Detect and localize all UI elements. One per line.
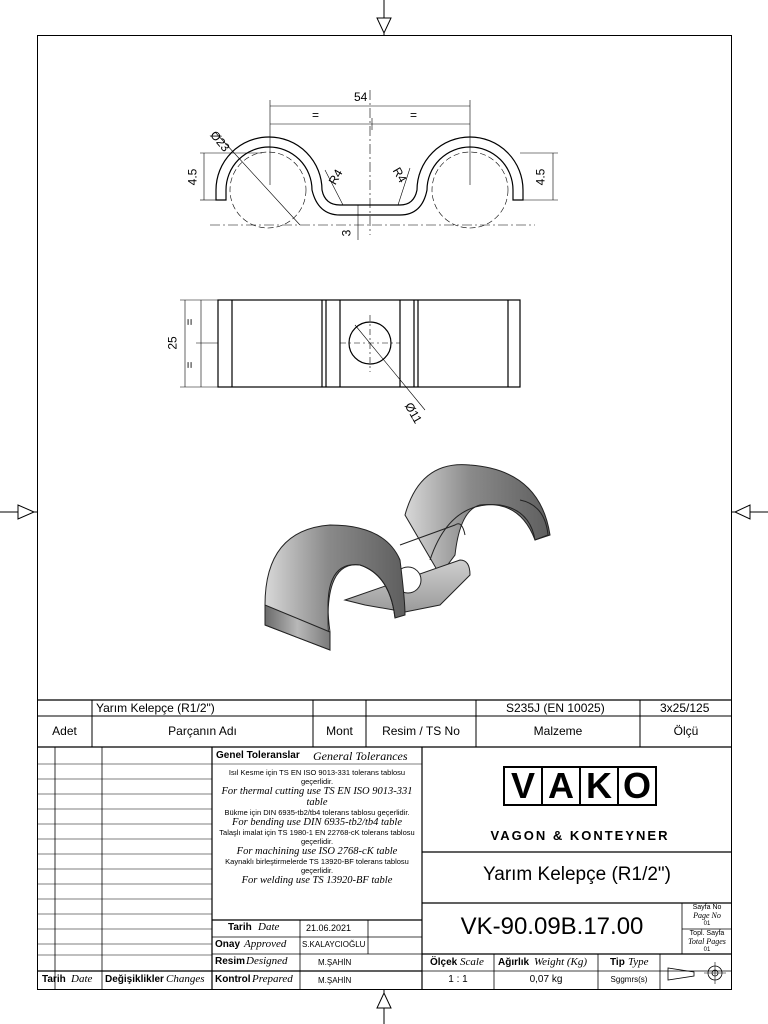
logo-letter: O (617, 768, 655, 804)
weight-label-en: Weight (Kg) (534, 956, 588, 968)
logo-letter: A (541, 768, 579, 804)
tolerance-line-tr: Kaynaklı birleştirmelerde TS 13920-BF tolerans tablosu geçerlidir. (225, 857, 409, 875)
type-label-tr: Tip (610, 957, 625, 968)
tolerance-line-tr: Talaşlı imalat için TS 1980-1 EN 22768-cK tolerans tablosu geçerlidir. (219, 828, 415, 846)
designed-label-en: Designed (246, 955, 288, 967)
tolerance-list (214, 768, 420, 886)
col-drawing-no: Resim / TS No (382, 724, 460, 738)
approved-label-tr: Onay (215, 939, 241, 950)
logo-letter: V (510, 765, 535, 806)
col-mont: Mont (326, 724, 353, 738)
dim-height-right: 4.5 (533, 168, 548, 186)
weight-value: 0,07 kg (529, 974, 563, 985)
approved-value: S.KALAYCIOĞLU (302, 940, 366, 949)
scale-value: 1 : 1 (448, 974, 468, 985)
dim-hole: Ø11 (401, 400, 425, 426)
total-pages-cell (682, 930, 732, 954)
size-value: 3x25/125 (660, 701, 710, 715)
rev-changes-en: Changes (166, 973, 205, 985)
sheet-label-tr: Sayfa No (692, 904, 722, 911)
dim-thickness: 3 (339, 229, 354, 237)
total-value: 01 (703, 947, 711, 953)
dim-radius-right: R4 (389, 164, 410, 186)
date-label-en: Date (258, 921, 280, 933)
approved-label-en: Approved (244, 938, 287, 950)
scale-label-tr: Ölçek (430, 957, 458, 968)
part-name-value: Yarım Kelepçe (R1/2") (96, 701, 215, 715)
tolerance-line-en: For welding use TS 13920-BF table (241, 875, 393, 886)
rev-date-tr: Tarih (42, 974, 66, 985)
logo-subtitle: VAGON & KONTEYNER (490, 828, 670, 843)
col-qty: Adet (52, 724, 77, 738)
col-part-name: Parçanın Adı (168, 724, 237, 738)
type-label-en: Type (628, 956, 649, 968)
rev-date-en: Date (71, 973, 93, 985)
dim-width: 54 (354, 90, 368, 104)
sheet-number-cell (682, 904, 732, 928)
dim-diameter: Ø23 (207, 128, 233, 155)
material-value: S235J (EN 10025) (506, 701, 605, 715)
sheet-value: 01 (703, 921, 711, 927)
vako-logo (503, 766, 657, 806)
tolerance-line-en: For machining use ISO 2768-cK table (236, 846, 398, 857)
prepared-label-en: Prepared (252, 973, 293, 985)
dim-height-left: 4.5 (185, 168, 200, 186)
prepared-value: M.ŞAHİN (318, 976, 352, 985)
drawing-number: VK-90.09B.17.00 (460, 913, 644, 940)
designed-value: M.ŞAHİN (318, 958, 352, 967)
date-label-tr: Tarih (228, 922, 252, 933)
dim-eq-v2: = (182, 361, 197, 369)
dim-eq-v1: = (182, 318, 197, 326)
rev-changes-tr: Değişiklikler (105, 974, 164, 985)
type-value: Sggmrs(s) (610, 975, 648, 984)
dim-depth: 25 (165, 336, 180, 350)
prepared-label-tr: Kontrol (215, 974, 251, 985)
designed-label-tr: Resim (215, 956, 246, 967)
dim-eq-left: = (312, 108, 320, 122)
col-size: Ölçü (673, 724, 699, 738)
logo-letter: K (579, 768, 617, 804)
dim-eq-right: = (410, 108, 418, 122)
tolerance-title-tr: Genel Toleranslar (216, 750, 300, 761)
tolerance-title-en: General Tolerances (313, 749, 408, 763)
tolerance-line-en: For thermal cutting use TS EN ISO 9013-331 table (221, 786, 413, 808)
dim-radius-left: R4 (325, 166, 346, 188)
date-value: 21.06.2021 (306, 923, 352, 933)
scale-label-en: Scale (460, 956, 484, 968)
total-label-en: Total Pages (688, 937, 726, 946)
weight-label-tr: Ağırlık (498, 957, 530, 968)
total-label-tr: Topl. Sayfa (689, 930, 725, 937)
tolerance-line-en: For bending use DIN 6935-tb2/tb4 table (231, 817, 403, 828)
drawing-title: Yarım Kelepçe (R1/2") (482, 864, 671, 885)
col-material: Malzeme (533, 724, 583, 738)
sheet-label-en: Page No (693, 911, 721, 920)
tolerance-line-tr: Isıl Kesme için TS EN ISO 9013-331 tolerans tablosu geçerlidir. (228, 768, 406, 786)
tolerance-line-tr: Bükme için DIN 6935-tb2/tb4 tolerans tablosu geçerlidir. (224, 808, 410, 817)
